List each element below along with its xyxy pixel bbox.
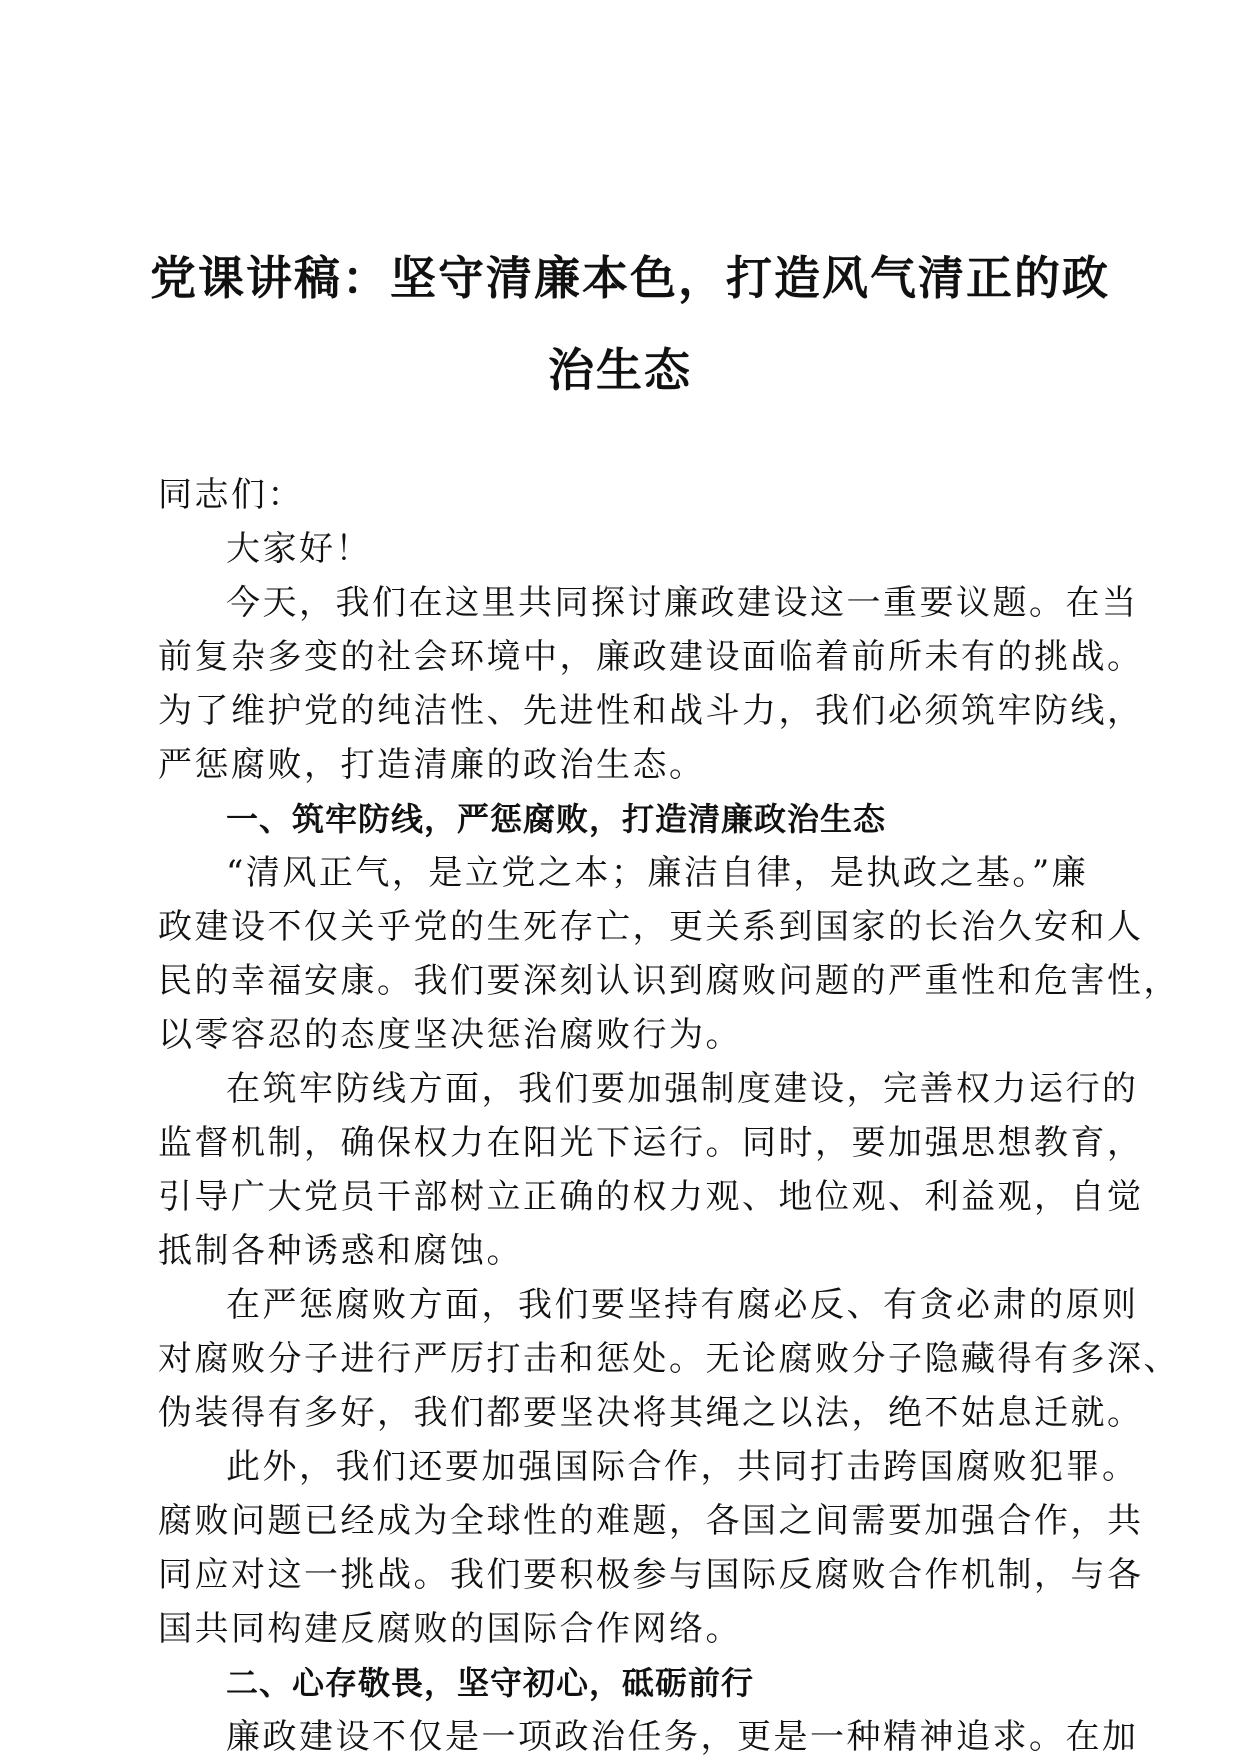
- section-heading-1: 一、筑牢防线，严惩腐败，打造清廉政治生态: [226, 800, 887, 838]
- paragraph-line: “清风正气，是立党之本；廉洁自律，是执政之基。”廉: [226, 853, 1089, 893]
- paragraph-line: 对腐败分子进行严厉打击和惩处。无论腐败分子隐藏得有多深、: [158, 1339, 1180, 1379]
- paragraph-line: 引导广大党员干部树立正确的权力观、地位观、利益观，自觉: [158, 1177, 1144, 1217]
- paragraph-line: 以零容忍的态度坚决惩治腐败行为。: [158, 1015, 742, 1055]
- title-line-2: 治生态: [548, 343, 692, 397]
- paragraph-intro-line: 为了维护党的纯洁性、先进性和战斗力，我们必须筑牢防线，: [158, 691, 1144, 731]
- salutation: 同志们：: [158, 475, 304, 515]
- paragraph-line: 此外，我们还要加强国际合作，共同打击跨国腐败犯罪。: [226, 1447, 1139, 1487]
- document-body: [158, 468, 1180, 1764]
- paragraph-intro-line: 前复杂多变的社会环境中，廉政建设面临着前所未有的挑战。: [158, 637, 1144, 677]
- greeting: 大家好！: [226, 529, 372, 569]
- paragraph-intro-line: 严惩腐败，打造清廉的政治生态。: [158, 745, 706, 785]
- paragraph-line: 腐败问题已经成为全球性的难题，各国之间需要加强合作，共: [158, 1501, 1144, 1541]
- section-heading-2: 二、心存敬畏，坚守初心，砥砺前行: [226, 1664, 755, 1702]
- paragraph-line: 政建设不仅关乎党的生死存亡，更关系到国家的长治久安和人: [158, 907, 1144, 947]
- paragraph-line: 监督机制，确保权力在阳光下运行。同时，要加强思想教育，: [158, 1123, 1144, 1163]
- paragraph-line: 民的幸福安康。我们要深刻认识到腐败问题的严重性和危害性，: [158, 961, 1180, 1001]
- paragraph-line: 在严惩腐败方面，我们要坚持有腐必反、有贪必肃的原则: [226, 1285, 1139, 1325]
- paragraph-line: 伪装得有多好，我们都要坚决将其绳之以法，绝不姑息迁就。: [158, 1393, 1144, 1433]
- title-line-1: 党课讲稿：坚守清廉本色，打造风气清正的政: [150, 251, 1110, 305]
- paragraph-line: 国共同构建反腐败的国际合作网络。: [158, 1609, 742, 1649]
- paragraph-line: 抵制各种诱惑和腐蚀。: [158, 1231, 523, 1271]
- paragraph-line: 廉政建设不仅是一项政治任务，更是一种精神追求。在加: [226, 1717, 1139, 1757]
- paragraph-intro-line: 今天，我们在这里共同探讨廉政建设这一重要议题。在当: [226, 583, 1139, 623]
- paragraph-line: 在筑牢防线方面，我们要加强制度建设，完善权力运行的: [226, 1069, 1139, 1109]
- paragraph-line: 同应对这一挑战。我们要积极参与国际反腐败合作机制，与各: [158, 1555, 1144, 1595]
- document-title: [150, 232, 1110, 416]
